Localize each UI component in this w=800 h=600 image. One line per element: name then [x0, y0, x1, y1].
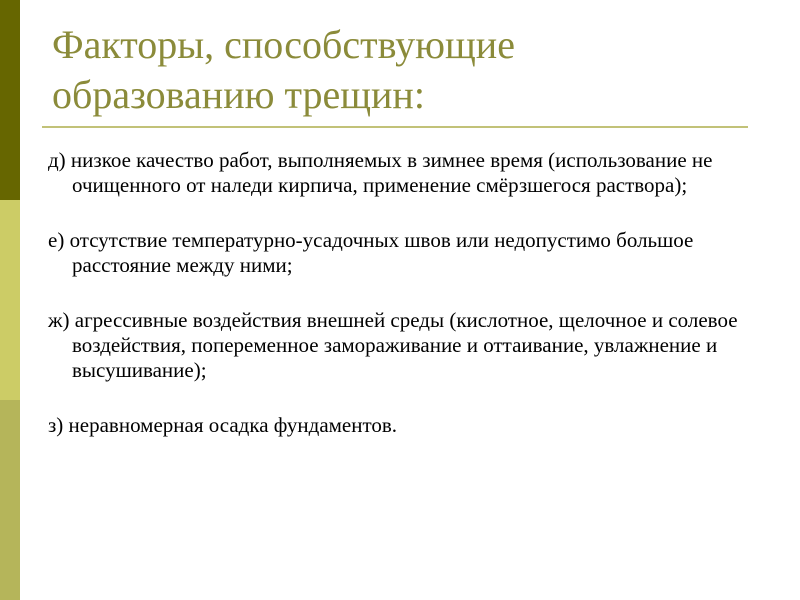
list-item-d: д) низкое качество работ, выполняемых в зимнее время (использование не очищенного от наледи кирпича, применение смёрзшегося раствора); [48, 148, 713, 197]
side-stripe-light [0, 200, 20, 400]
slide-title-line-1: Факторы, способствующие [52, 22, 515, 67]
slide-title [52, 20, 752, 120]
slide-content [48, 148, 748, 468]
side-stripe [0, 0, 20, 600]
side-stripe-mid [0, 400, 20, 600]
slide-title-line-2: образованию трещин: [52, 72, 425, 117]
side-stripe-dark [0, 0, 20, 200]
title-divider [42, 126, 748, 128]
list-item-z: з) неравномерная осадка фундаментов. [48, 413, 398, 437]
list-item-zh: ж) агрессивные воздействия внешней среды (кислотное, щелочное и солевое воздействия, попеременное замораживание и оттаивание, увлажнение и высушивание); [48, 308, 738, 382]
list-item-e: е) отсутствие температурно-усадочных швов или недопустимо большое расстояние между ними; [48, 228, 694, 277]
